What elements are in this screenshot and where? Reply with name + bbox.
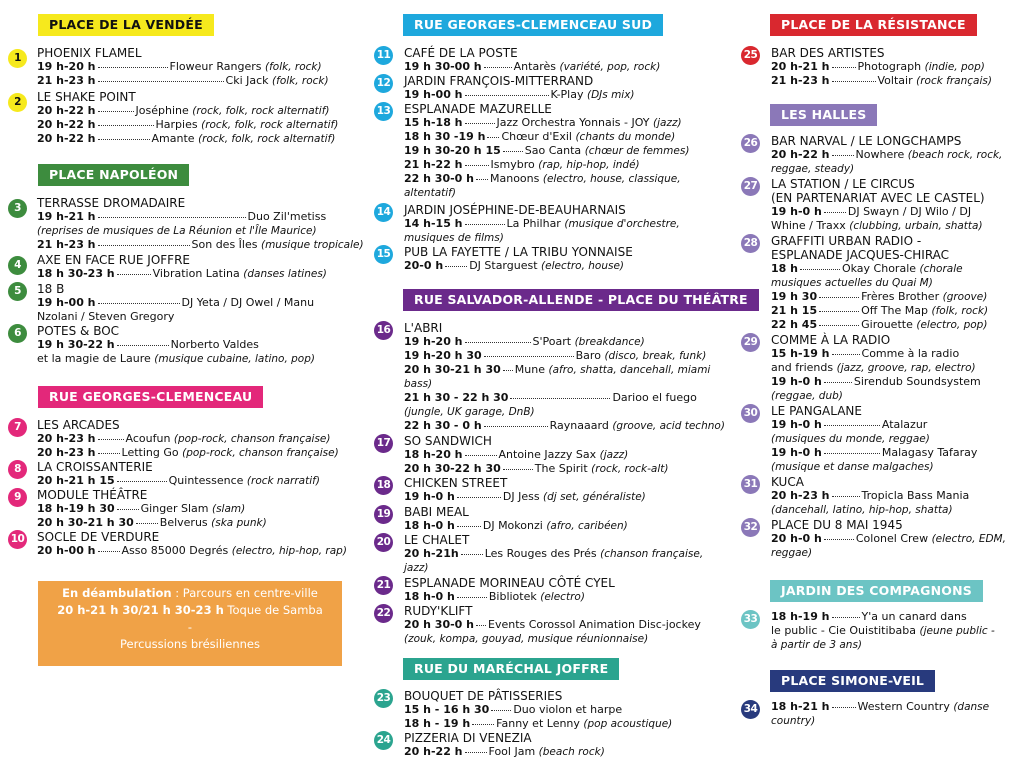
genre: (chants du monde) [575,131,676,143]
artist: Nowhere [855,148,905,161]
promo-title: En déambulation [62,586,172,600]
time: 19 h-00 h [37,296,96,309]
venue-number-badge: 11 [374,46,393,65]
venue-number-badge: 12 [374,74,393,93]
artist: Mune [514,363,545,376]
venue-name: LE CHALET [404,533,470,547]
artist: Fanny et Lenny [496,717,580,730]
artist: Photograph [857,60,922,73]
section-header-compagnons: JARDIN DES COMPAGNONS [770,580,983,602]
venue-1 [8,46,343,88]
genre: (danses latines) [243,268,327,280]
artist: Quintessence [168,474,244,487]
genre-cont: country) [771,715,816,727]
genre: (rock, rock-alt) [591,463,669,475]
artist: Raynaaard [549,419,609,432]
artist: DJ Swayn / DJ Wilo / DJ [847,205,972,218]
venue-number-badge: 25 [741,46,760,65]
venue-number-badge: 28 [741,234,760,253]
venue-30 [741,404,1024,474]
venue-29 [741,333,1024,403]
time: 19 h 30-20 h 15 [404,144,501,157]
genre: (dancehall, latino, hip-hop, shatta) [771,504,953,516]
venue-23 [374,689,758,731]
genre-cont: musiques de films) [404,232,504,244]
section-header-allende: RUE SALVADOR-ALLENDE - PLACE DU THÉÂTRE [403,289,759,311]
time: 14 h-15 h [404,217,463,230]
artist: Comme à la radio [861,347,960,360]
venue-name: SO SANDWICH [404,434,492,448]
section-header-joffre: RUE DU MARÉCHAL JOFFRE [403,658,619,680]
venue-number-badge: 20 [374,533,393,552]
venue-26 [741,134,1024,176]
genre-cont: reggae, steady) [771,163,855,175]
venue-27 [741,177,1024,233]
venue-28 [741,234,1024,332]
section-header-simone-veil: PLACE SIMONE-VEIL [770,670,935,692]
venue-number-badge: 29 [741,333,760,352]
artist: Sirendub Soundsystem [853,375,981,388]
genre: (pop acoustique) [583,718,673,730]
time: 20 h 30-21 h 30 [37,516,134,529]
genre: (chœur de femmes) [584,145,690,157]
venue-name: 18 B [37,282,65,296]
genre: (musique et danse malgaches) [771,461,934,473]
venue-3 [8,196,364,252]
artist: Ismybro [490,158,535,171]
venue-name: BOUQUET DE PÂTISSERIES [404,689,563,703]
deambulation-box [38,581,342,666]
venue-name: L'ABRI [404,321,443,335]
time: 20 h-22 h [37,104,96,117]
time: 19 h 30 [771,290,818,303]
artist-cont: et la magie de Laure [37,352,151,365]
time: 18 h [771,262,798,275]
time: 20-0 h [404,259,444,272]
artist: Western Country [857,700,950,713]
venue-number-badge: 10 [8,530,27,549]
artist: Belverus [159,516,208,529]
time: 19 h-00 h [404,88,463,101]
artist: Tropicla Bass Mania [861,489,970,502]
venue-name: JARDIN JOSÉPHINE-DE-BEAUHARNAIS [404,203,626,217]
time: 19 h-20 h [37,60,96,73]
venue-name: ESPLANADE MORINEAU CÔTÉ CYEL [404,576,615,590]
venue-14 [374,203,758,245]
artist: Events Corossol Animation Disc-jockey [488,618,701,631]
artist: Sao Canta [524,144,582,157]
genre: (dj set, généraliste) [543,491,646,503]
venue-24 [374,731,758,759]
time: 20 h-22 h [37,118,96,131]
artist: Amante [151,132,195,145]
genre-cont: musiques actuelles du Quai M) [771,277,933,289]
artist-cont: and friends [771,361,834,374]
time: 20 h 30-21 h 30 [404,363,501,376]
artist: DJ Starguest [469,259,538,272]
time: 15 h-18 h [404,116,463,129]
artist: Y'a un canard dans [861,610,967,623]
promo-desc: Percussions brésiliennes [120,637,260,651]
venue-name: BAR DES ARTISTES [771,46,885,60]
venue-7 [8,418,343,460]
venue-name: MODULE THÉÂTRE [37,488,148,502]
time: 20 h-0 h [771,532,822,545]
genre: (variété, pop, rock) [559,61,661,73]
genre: (rap, hip-hop, indé) [538,159,640,171]
artist: DJ Jess [502,490,540,503]
venue-number-badge: 16 [374,321,393,340]
time: 20 h-21 h 15 [37,474,115,487]
time: 18 h-20 h [404,448,463,461]
artist: Baro [575,349,601,362]
venue-name: KUCA [771,475,804,489]
artist: Voltair [877,74,913,87]
genre: (electro, house, classique, [542,173,681,185]
promo-dash: - [187,620,193,634]
time: 19 h-0 h [771,418,822,431]
genre: (afro, caribéen) [546,520,628,532]
venue-name: CAFÉ DE LA POSTE [404,46,518,60]
venue-number-badge: 5 [8,282,27,301]
venue-12 [374,74,758,102]
artist: Les Rouges des Prés [484,547,597,560]
genre: (pop-rock, chanson française) [182,447,339,459]
time: 19 h-0 h [771,446,822,459]
venue-name: RUDY'KLIFT [404,604,473,618]
artist: Girouette [861,318,913,331]
venue-32 [741,518,1024,560]
venue-name: LA STATION / LE CIRCUS [771,177,915,191]
genre-cont: bass) [404,378,433,390]
time: 20 h-23 h [771,489,830,502]
genre: (rock français) [916,75,992,87]
venue-25 [741,46,1024,88]
venue-number-badge: 19 [374,505,393,524]
promo-time: 20 h-21 h 30/21 h 30-23 h [57,603,224,617]
venue-number-badge: 14 [374,203,393,222]
genre: (slam) [211,503,246,515]
time: 19 h-0 h [771,205,822,218]
time: 18 h 30-23 h [37,267,115,280]
genre: (electro, pop) [916,319,988,331]
genre: (folk, rock) [931,305,989,317]
time: 21 h-23 h [37,74,96,87]
artist: K-Play [550,88,584,101]
venue-number-badge: 24 [374,731,393,750]
venue-31 [741,475,1024,517]
genre: (folk, rock) [265,61,322,73]
section-header-napoleon: PLACE NAPOLÉON [38,164,189,186]
artist: Jazz Orchestra Yonnais - JOY [496,116,650,129]
venue-number-badge: 13 [374,102,393,121]
genre-cont: reggae) [771,547,813,559]
artist: Atalazur [881,418,928,431]
time: 21 h-22 h [404,158,463,171]
time: 20 h-22 h [771,148,830,161]
venue-name: LES ARCADES [37,418,120,432]
venue-6 [8,324,343,366]
artist: Duo violon et harpe [513,703,623,716]
genre: (chanson française, [600,548,704,560]
time: 22 h 45 [771,318,818,331]
artist: Harpies [155,118,198,131]
artist: Norberto Valdes [170,338,259,351]
time: 18 h-19 h 30 [37,502,115,515]
venue-16 [374,321,758,433]
artist: Fool Jam [488,745,536,758]
genre: (electro) [540,591,585,603]
venue-name: PUB LA FAYETTE / LA TRIBU YONNAISE [404,245,633,259]
promo-act: Toque de Samba [223,603,323,617]
time: 21 h-23 h [771,74,830,87]
time: 18 h-21 h [771,700,830,713]
venue-number-badge: 22 [374,604,393,623]
venue-name: COMME À LA RADIO [771,333,891,347]
time: 19 h-20 h 30 [404,349,482,362]
genre: (indie, pop) [924,61,985,73]
venue-name: TERRASSE DROMADAIRE [37,196,186,210]
genre: (electro, hip-hop, rap) [231,545,347,557]
genre: (jazz) [653,117,682,129]
time: 21 h 30 - 22 h 30 [404,391,509,404]
time: 19 h 30-22 h [37,338,115,351]
genre: (jungle, UK garage, DnB) [404,406,535,418]
genre: (clubbing, urbain, shatta) [849,220,983,232]
genre: (danse [953,701,990,713]
section-header-vendee: PLACE DE LA VENDÉE [38,14,214,36]
artist: Frères Brother [861,290,940,303]
genre: (pop-rock, chanson française) [173,433,331,445]
genre: (folk, rock) [272,75,329,87]
genre: (groove, acid techno) [612,420,725,432]
venue-name: PHOENIX FLAMEL [37,46,142,60]
venue-number-badge: 2 [8,93,27,112]
artist: DJ Mokonzi [482,519,543,532]
section-header-resistance: PLACE DE LA RÉSISTANCE [770,14,977,36]
genre: (DJs mix) [586,89,635,101]
time: 19 h-0 h [771,375,822,388]
genre-cont: altentatif) [404,187,456,199]
venue-name: JARDIN FRANÇOIS-MITTERRAND [404,74,594,88]
genre: (musiques du monde, reggae) [771,433,930,445]
artist: Son des Îles [191,238,258,251]
genre: (rock, folk, rock alternatif) [192,105,330,117]
artist-cont: Nzolani / Steven Gregory [37,310,175,323]
genre: (musique cubaine, latino, pop) [154,353,315,365]
artist: The Spirit [534,462,588,475]
time: 18 h-19 h [771,610,830,623]
section-header-clemenceau: RUE GEORGES-CLEMENCEAU [38,386,263,408]
venue-name-2: ESPLANADE JACQUES-CHIRAC [771,248,950,262]
genre: (disco, break, funk) [604,350,707,362]
venue-name: PLACE DU 8 MAI 1945 [771,518,903,532]
venue-number-badge: 26 [741,134,760,153]
venue-number-badge: 31 [741,475,760,494]
time: 22 h 30-0 h [404,172,474,185]
venue-number-badge: 1 [8,49,27,68]
venue-10 [8,530,347,558]
time: 20 h-22 h [404,745,463,758]
venue-19 [374,505,758,533]
venue-number-badge: 33 [741,610,760,629]
promo-subtitle: : Parcours en centre-ville [171,586,318,600]
artist: Asso 85000 Degrés [121,544,229,557]
venue-number-badge: 23 [374,689,393,708]
time: 19 h-21 h [37,210,96,223]
time: 20 h-00 h [37,544,96,557]
venue-11 [374,46,758,74]
venue-name: POTES & BOC [37,324,120,338]
artist: Floweur Rangers [169,60,262,73]
venue-name: ESPLANADE MAZURELLE [404,102,552,116]
genre: (groove) [942,291,988,303]
venue-name: GRAFFITI URBAN RADIO - [771,234,922,248]
time: 18 h-0 h [404,519,455,532]
artist: S'Poart [532,335,572,348]
venue-8 [8,460,343,488]
artist: Darioo el fuego [612,391,697,404]
genre: (electro, house) [541,260,625,272]
venue-name: AXE EN FACE RUE JOFFRE [37,253,190,267]
time: 19 h 30-00 h [404,60,482,73]
venue-number-badge: 21 [374,576,393,595]
venue-name: CHICKEN STREET [404,476,508,490]
venue-name: LE SHAKE POINT [37,90,136,104]
venue-5 [8,282,343,324]
artist: DJ Yeta / DJ Owel / Manu [181,296,315,309]
venue-name: PIZZERIA DI VENEZIA [404,731,532,745]
time: 18 h-0 h [404,590,455,603]
venue-13 [374,102,758,200]
time: 19 h-0 h [404,490,455,503]
genre: (chorale [919,263,963,275]
genre-cont: à partir de 3 ans) [771,639,863,651]
artist: Chœur d'Exil [501,130,572,143]
venue-34 [741,700,1024,728]
genre: (afro, shatta, dancehall, miami [548,364,711,376]
genre-cont: jazz) [404,562,429,574]
venue-17 [374,434,758,476]
venue-22 [374,604,758,646]
time: 20 h-23 h [37,432,96,445]
time: 18 h - 19 h [404,717,471,730]
genre: (jazz, groove, rap, electro) [836,362,976,374]
venue-20 [374,533,758,575]
section-header-clemenceau-sud: RUE GEORGES-CLEMENCEAU SUD [403,14,663,36]
artist: Manoons [490,172,540,185]
time: 20 h-21h [404,547,459,560]
artist: Acoufun [125,432,171,445]
artist: Bibliotek [488,590,537,603]
time: 20 h 30-0 h [404,618,474,631]
artist: Duo Zil'metiss [247,210,327,223]
artist: Letting Go [121,446,179,459]
artist: Off The Map [861,304,929,317]
venue-number-badge: 7 [8,418,27,437]
venue-2 [8,90,343,146]
section-header-halles: LES HALLES [770,104,877,126]
genre: (ska punk) [211,517,267,529]
time: 20 h-21 h [771,60,830,73]
time: 15 h-19 h [771,347,830,360]
venue-name: LE PANGALANE [771,404,862,418]
artist: Okay Chorale [841,262,917,275]
venue-number-badge: 6 [8,324,27,343]
time: 21 h-23 h [37,238,96,251]
venue-number-badge: 17 [374,434,393,453]
venue-number-badge: 15 [374,245,393,264]
venue-number-badge: 8 [8,460,27,479]
time: 20 h-23 h [37,446,96,459]
artist: Colonel Crew [855,532,929,545]
venue-4 [8,253,343,281]
artist-cont: le public - Cie Ouistitibaba [771,624,916,637]
genre: (beach rock) [538,746,605,758]
venue-18 [374,476,758,504]
artist: Ginger Slam [140,502,209,515]
artist: Joséphine [135,104,189,117]
artist: La Philhar [506,217,561,230]
venue-name: BABI MEAL [404,505,469,519]
artist: Malagasy Tafaray [881,446,978,459]
time: 19 h-20 h [404,335,463,348]
venue-15 [374,245,758,273]
genre: (electro, EDM, [931,533,1006,545]
venue-number-badge: 18 [374,476,393,495]
artist-cont: Whine / Traxx [771,219,846,232]
genre: (breakdance) [574,336,645,348]
genre: (musique d'orchestre, [564,218,680,230]
artist: Vibration Latina [152,267,240,280]
time: 20 h 30-22 h 30 [404,462,501,475]
genre: (jeune public - [919,625,995,637]
venue-number-badge: 4 [8,256,27,275]
genre: (jazz) [599,449,629,461]
venue-33 [741,610,1024,652]
time: 21 h 15 [771,304,818,317]
venue-number-badge: 34 [741,700,760,719]
artist: Antarès [513,60,556,73]
venue-number-badge: 9 [8,488,27,507]
genre: (rock, folk, rock alternatif) [198,133,336,145]
venue-number-badge: 3 [8,199,27,218]
venue-21 [374,576,758,604]
venue-name: LA CROISSANTERIE [37,460,153,474]
venue-name: BAR NARVAL / LE LONGCHAMPS [771,134,962,148]
genre: (rock narratif) [246,475,320,487]
genre: (beach rock, rock, [907,149,1003,161]
artist: Antoine Jazzy Sax [498,448,597,461]
venue-name: SOCLE DE VERDURE [37,530,160,544]
venue-name-2: (EN PARTENARIAT AVEC LE CASTEL) [771,191,985,205]
venue-9 [8,488,343,530]
time: 20 h-22 h [37,132,96,145]
genre: (reggae, dub) [771,390,843,402]
venue-number-badge: 27 [741,177,760,196]
venue-number-badge: 30 [741,404,760,423]
genre: (musique tropicale) [260,239,364,251]
genre: (reprises de musiques de La Réunion et l'Île Maurice) [37,225,317,237]
time: 18 h 30 -19 h [404,130,486,143]
venue-number-badge: 32 [741,518,760,537]
genre: (zouk, kompa, gouyad, musique réunionnaise) [404,633,649,645]
time: 22 h 30 - 0 h [404,419,482,432]
genre: (rock, folk, rock alternatif) [201,119,339,131]
artist: Cki Jack [225,74,269,87]
time: 15 h - 16 h 30 [404,703,490,716]
